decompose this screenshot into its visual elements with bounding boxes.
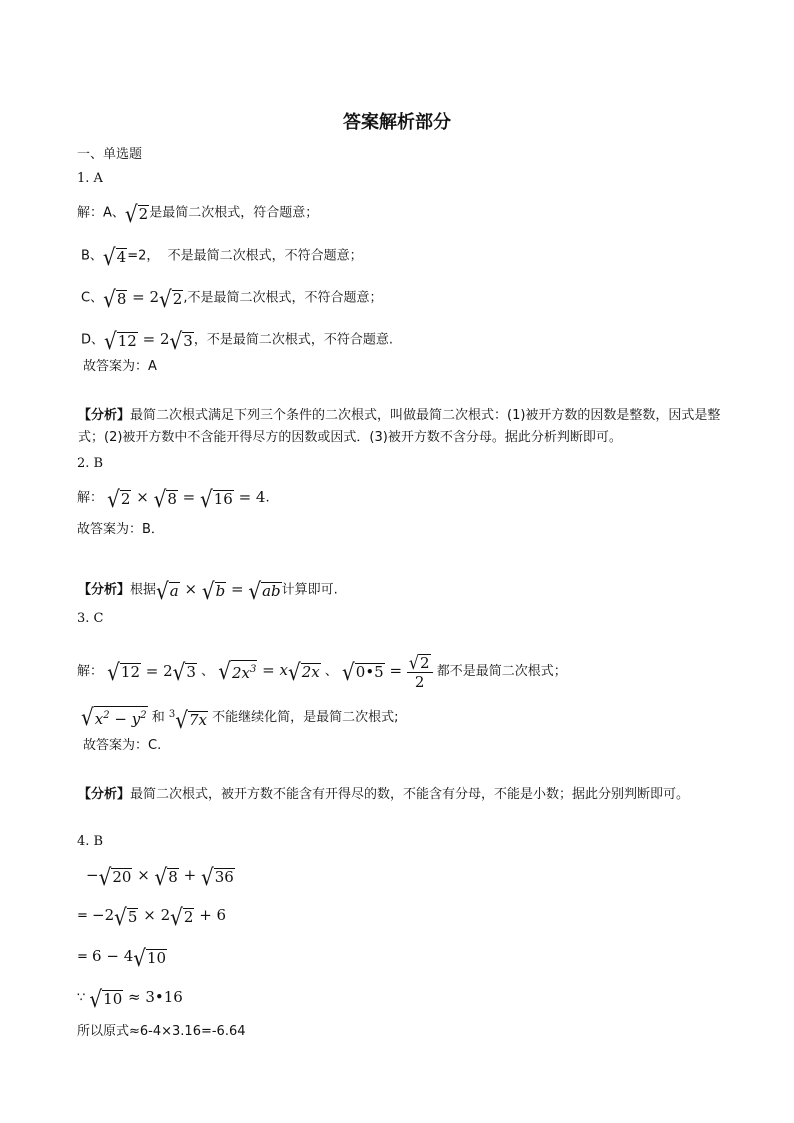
q1-line-a: 解：A、√2是最简二次根式，符合题意； <box>77 199 319 228</box>
q2-solution: 解： √2 × √8 = √16 = 4. <box>77 484 270 513</box>
q4-step2: = −2√5 × 2√2 + 6 <box>77 902 227 931</box>
q3-header: 3. C <box>77 611 104 626</box>
math-q1-b: √4 <box>102 242 127 271</box>
q3-answer: 故答案为：C. <box>83 738 162 753</box>
math-q1-a: √2 <box>124 199 149 228</box>
math-q4-b: −2√5 × 2√2 + 6 <box>92 902 227 931</box>
q1-line-c: C、√8 = 2√2,不是最简二次根式，不符合题意； <box>81 284 383 313</box>
q1-line-d: D、√12 = 2√3，不是最简二次根式，不符合题意. <box>81 326 393 355</box>
math-q1-d: √12 = 2√3 <box>104 326 193 355</box>
math-q3-c: √0•5 = $\frac{√2}{2}$ <box>342 652 433 691</box>
q4-step3: = 6 − 4√10 <box>77 943 167 972</box>
q4-conclusion: 所以原式≈6-4×3.16=-6.64 <box>77 1024 246 1039</box>
q3-solution: 解： √12 = 2√3 、 $√2x^3 = x√2x$ 、 √0•5 = $\frac{√2}{2}$ 都不是最简二次根式； <box>77 651 567 691</box>
q1-header: 1. A <box>77 171 103 186</box>
q4-step1 <box>86 862 235 891</box>
math-q3-b: $√2x^3 = x√2x$ <box>218 657 320 686</box>
q1-analysis: 【分析】最简二次根式满足下列三个条件的二次根式，叫做最简二次根式：(1)被开方数的因数是整数，因式是整式；(2)被开方数中不含能开得尽方的因数或因式．(3)被开方数不含分母。据此分析判断即可。 <box>78 408 721 445</box>
q4-step4: ∵ √10 ≈ 3•16 <box>77 984 183 1013</box>
page-title: 答案解析部分 <box>343 112 451 133</box>
section-heading: 一、单选题 <box>77 147 143 162</box>
q3-analysis: 【分析】最简二次根式，被开方数不能含有开得尽的数，不能含有分母，不能是小数；据此分别判断即可。 <box>78 787 690 802</box>
math-q3-d: $√x^2 - y^2$ <box>81 703 147 732</box>
math-q2-rule: √a × √b = √ab <box>156 576 281 605</box>
q1-line-b: B、√4=2， 不是最简二次根式，不符合题意； <box>81 242 363 271</box>
math-q2: √2 × √8 = √16 = 4 <box>107 484 266 513</box>
math-q3-a: √12 = 2√3 <box>107 658 196 686</box>
q2-answer: 故答案为：B． <box>77 522 164 537</box>
math-q3-e: $^3$√7x <box>168 705 207 734</box>
q2-analysis: 【分析】根据√a × √b = √ab计算即可. <box>78 576 338 605</box>
math-q1-c: √8 = 2√2 <box>103 284 183 313</box>
q1-answer: 故答案为：A <box>83 359 157 374</box>
q3-line2: $√x^2 - y^2$ 和 $^3$√7x 不能继续化简，是最简二次根式; <box>81 703 399 734</box>
q4-header: 4. B <box>77 834 104 849</box>
math-q4-a: −√20 × √8 + √36 <box>86 862 234 891</box>
math-q4-c: 6 − 4√10 <box>92 943 167 972</box>
math-q4-d: √10 ≈ 3•16 <box>89 984 183 1013</box>
q2-header: 2. B <box>77 456 104 471</box>
